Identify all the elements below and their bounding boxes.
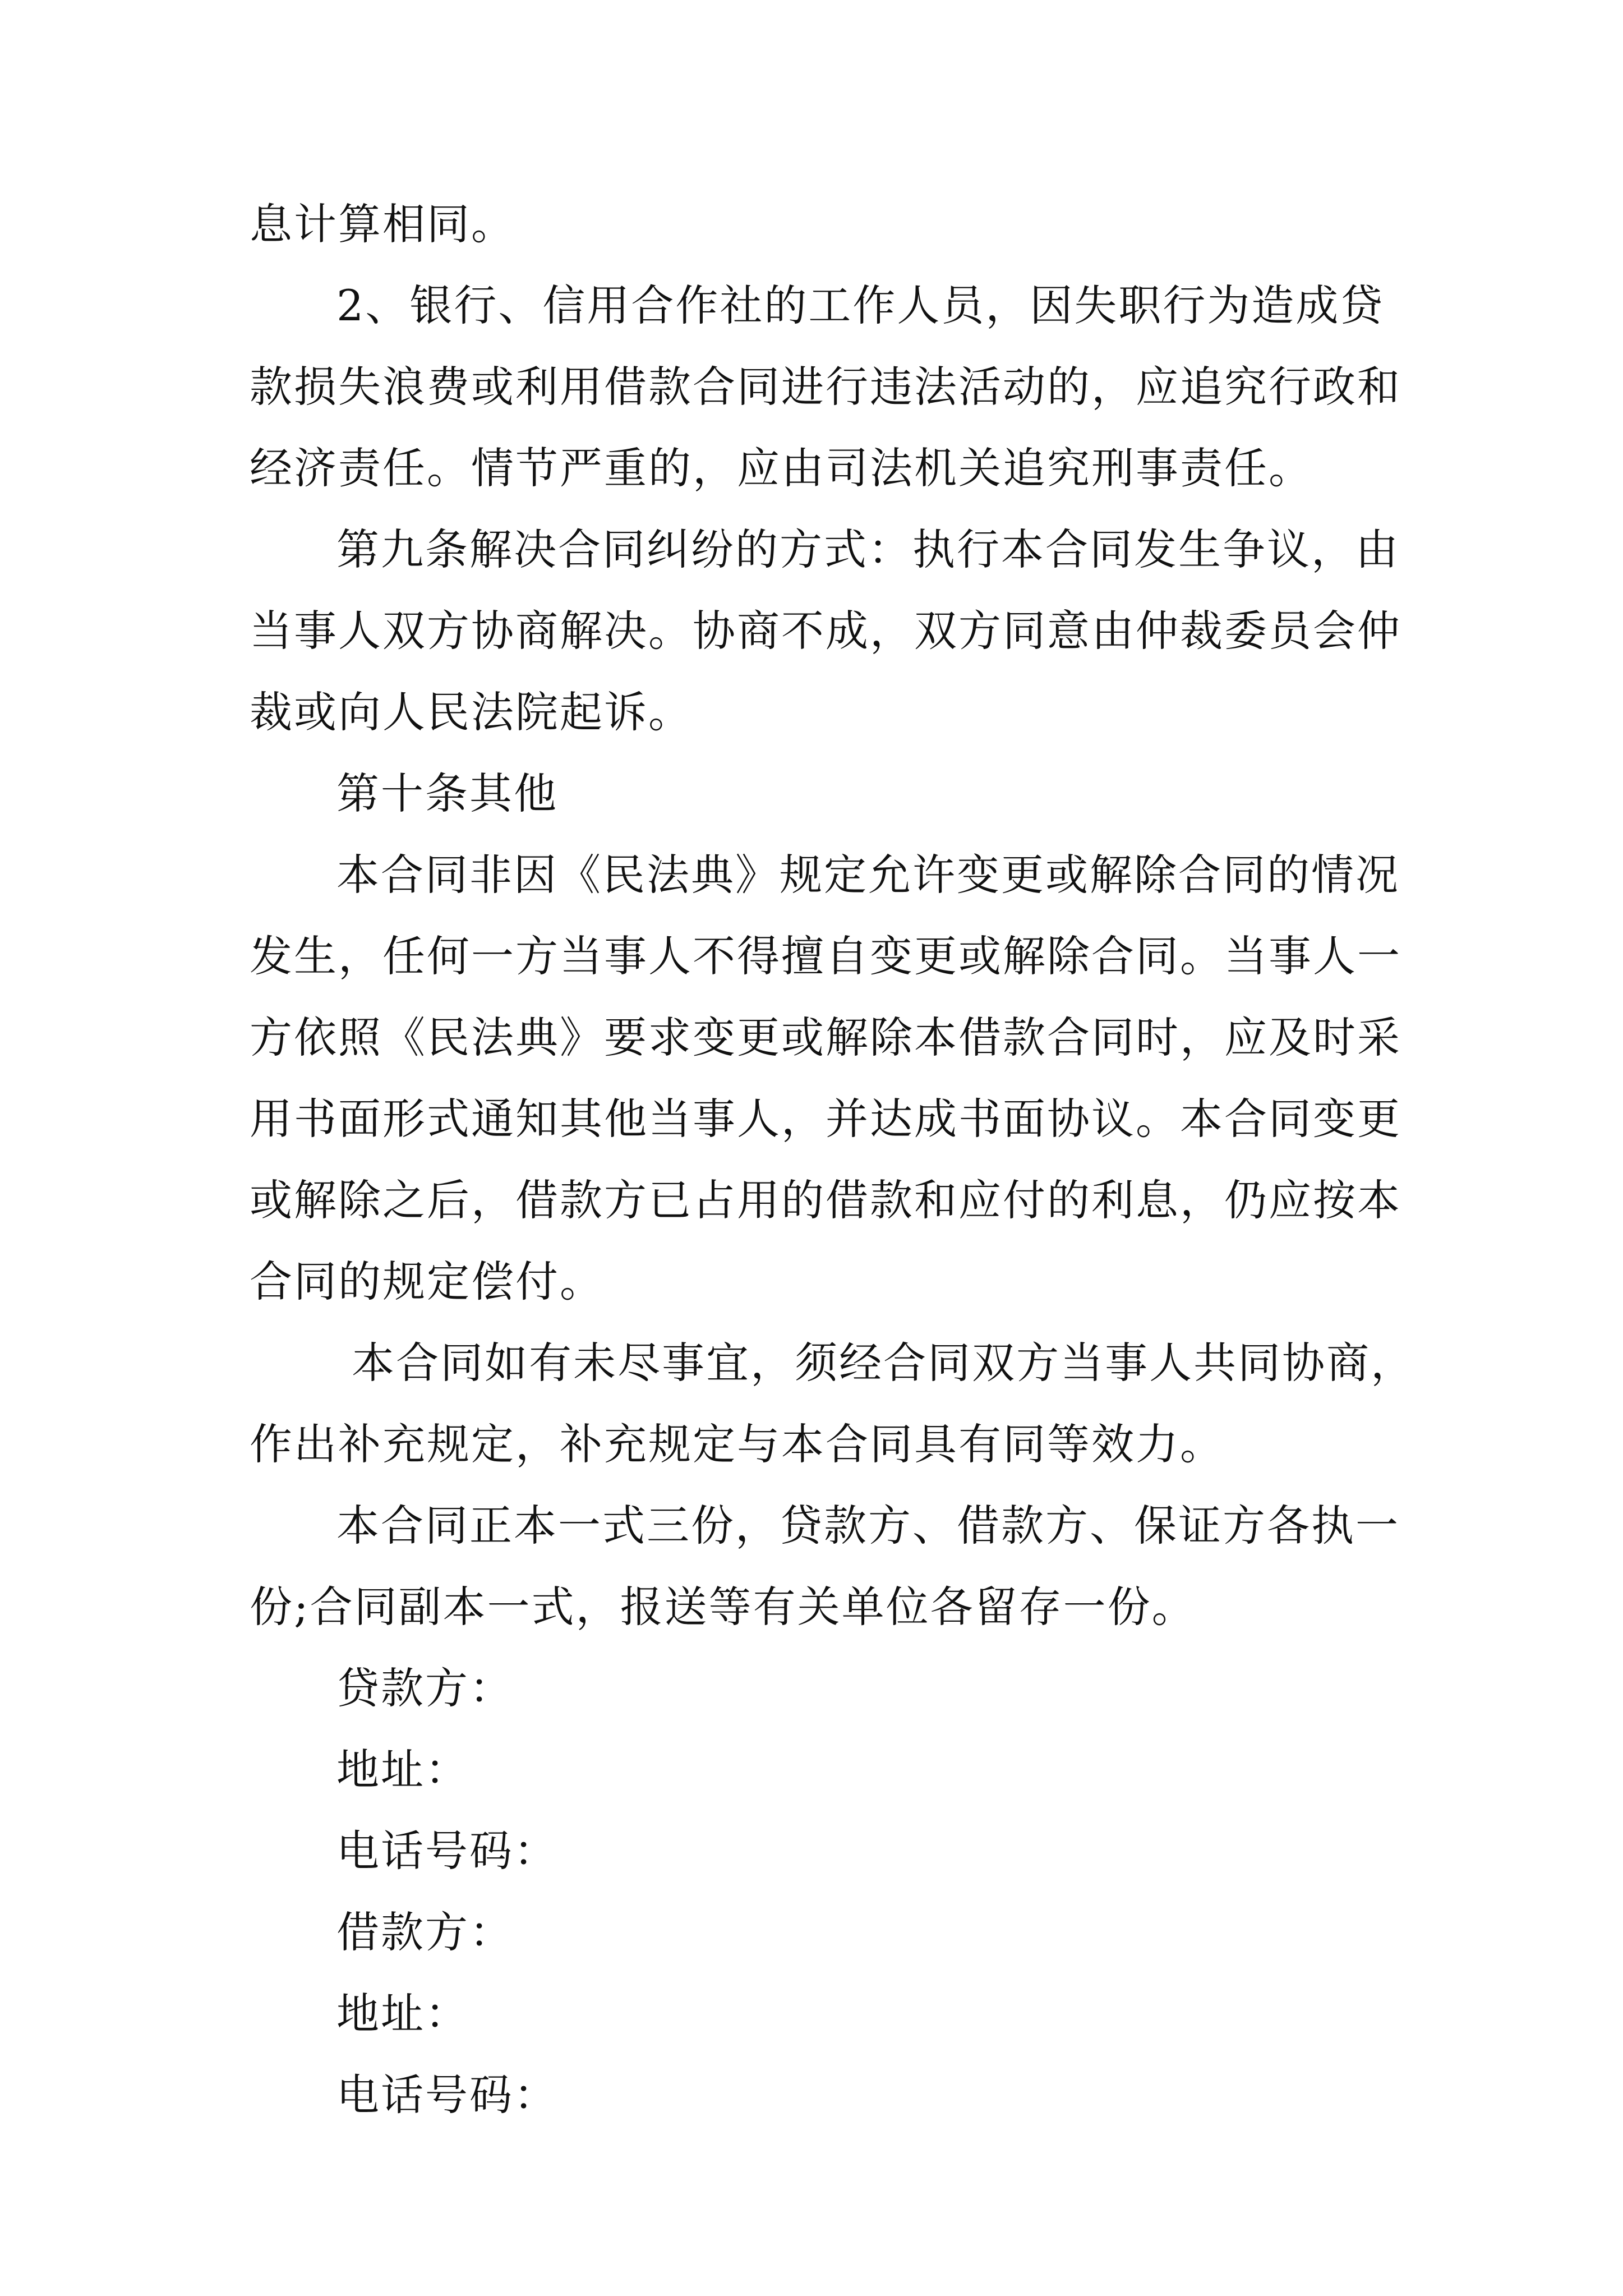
lender-address-label: 地址： — [336, 1745, 469, 1795]
text-line: 或解除之后，借款方已占用的借款和应付的利息，仍应按本 — [250, 1175, 1401, 1225]
text-line: 经济责任。情节严重的，应由司法机关追究刑事责任。 — [250, 443, 1313, 493]
text-line: 裁或向人民法院起诉。 — [250, 687, 693, 737]
lender-label: 贷款方： — [336, 1663, 514, 1713]
text-line: 第九条解决合同纠纷的方式：执行本合同发生争议，由 — [336, 524, 1400, 574]
text-line: 本合同如有未尽事宜，须经合同双方当事人共同协商， — [336, 1338, 1415, 1388]
text-line: 当事人双方协商解决。协商不成，双方同意由仲裁委员会仲 — [250, 606, 1401, 656]
text-line: 款损失浪费或利用借款合同进行违法活动的，应追究行政和 — [250, 362, 1401, 412]
text-line: 息计算相同。 — [250, 199, 515, 249]
text-line: 用书面形式通知其他当事人，并达成书面协议。本合同变更 — [250, 1094, 1401, 1144]
section-heading: 第十条其他 — [336, 769, 558, 818]
text-line: 2、银行、信用合作社的工作人员，因失职行为造成贷 — [336, 280, 1385, 330]
text-line: 份;合同副本一式，报送等有关单位各留存一份。 — [250, 1582, 1196, 1632]
borrower-address-label: 地址： — [336, 1989, 469, 2039]
text-line: 方依照《民法典》要求变更或解除本借款合同时，应及时采 — [250, 1013, 1401, 1062]
text-line: 发生，任何一方当事人不得擅自变更或解除合同。当事人一 — [250, 931, 1401, 981]
borrower-phone-label: 电话号码： — [336, 2070, 558, 2120]
text-line: 本合同正本一式三份，贷款方、借款方、保证方各执一 — [336, 1501, 1400, 1550]
lender-phone-label: 电话号码： — [336, 1826, 558, 1876]
borrower-label: 借款方： — [336, 1907, 514, 1957]
text-line: 作出补充规定，补充规定与本合同具有同等效力。 — [250, 1419, 1224, 1469]
text-line: 合同的规定偿付。 — [250, 1257, 604, 1306]
text-line: 本合同非因《民法典》规定允许变更或解除合同的情况 — [336, 850, 1400, 900]
